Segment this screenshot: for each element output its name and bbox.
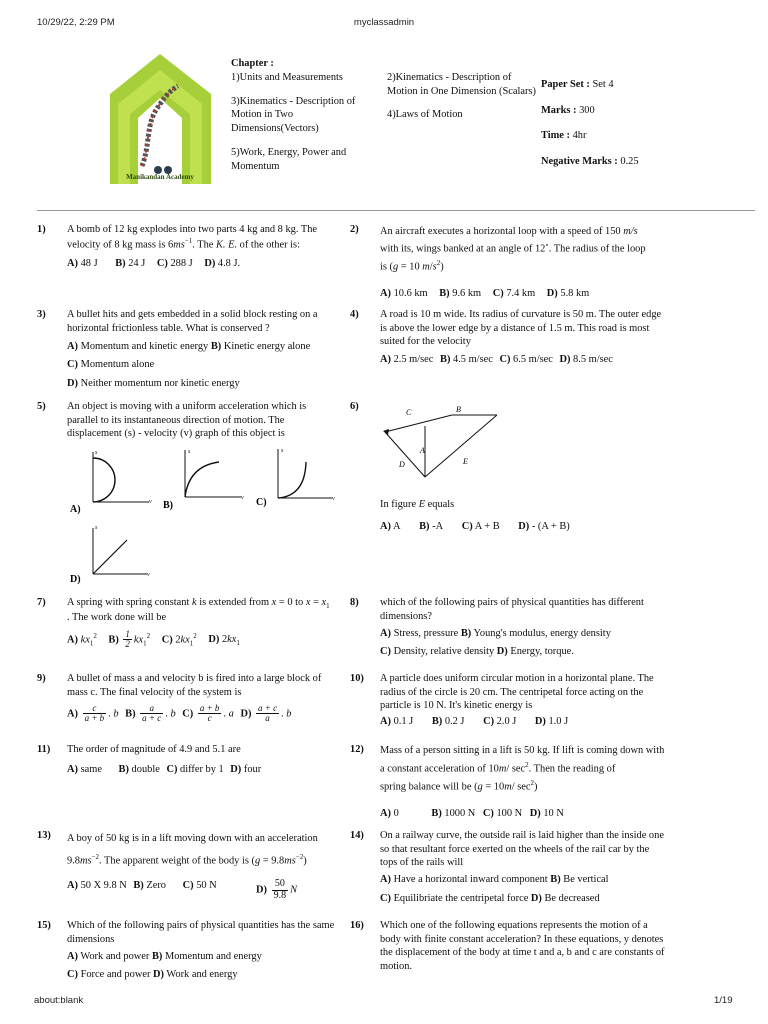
question-13 [37, 829, 339, 911]
question-number: 6) [350, 401, 359, 412]
question-text: In figure E equals [380, 499, 455, 510]
option-c[interactable]: C) 50 N [182, 880, 217, 891]
option-c[interactable]: C) $2kx_1^2$ [161, 631, 197, 648]
question-number: 2) [350, 224, 359, 235]
options-row-2 [67, 968, 238, 982]
svg-text:v: v [149, 499, 152, 505]
print-header [0, 17, 768, 31]
options [380, 807, 573, 821]
chapter-item: 5)Work, Energy, Power and Momentum [231, 146, 347, 172]
question-number: 10) [350, 673, 364, 684]
svg-text:D: D [399, 460, 405, 469]
option-a[interactable]: A) 48 J [67, 258, 98, 269]
marks-value: 300 [579, 104, 595, 116]
options [67, 879, 226, 893]
option-c[interactable]: C) Momentum alone [67, 359, 155, 370]
options [380, 287, 598, 301]
options-row-1 [380, 873, 609, 887]
page-number: 1/19 [714, 995, 733, 1006]
option-a[interactable]: A) Momentum and kinetic energy [67, 341, 209, 352]
option-a[interactable]: A) Work and power [67, 951, 150, 962]
question-10 [350, 672, 665, 734]
option-c[interactable]: C) $\frac{a + b}{c}$ . a [182, 703, 234, 724]
option-b[interactable]: B) Momentum and energy [152, 951, 262, 962]
question-text: A spring with spring constant k is extended from x = 0 to $x = x_1$ . The work done will be [67, 597, 330, 624]
option-c[interactable]: C) 7.4 km [492, 288, 536, 299]
svg-text:s: s [188, 449, 191, 455]
question-text: A bomb of 12 kg explodes into two parts 4 kg and 8 kg. The velocity of 8 kg mass is $6ms^{-1}$. The K. E. of the other is: [67, 224, 318, 251]
question-8 [350, 596, 665, 661]
option-b[interactable]: B) 9.6 km [439, 288, 482, 299]
svg-text:B: B [456, 405, 461, 414]
options-row-1 [67, 340, 310, 354]
option-c[interactable]: C) differ by 1 [166, 764, 224, 775]
option-b[interactable]: B) 1000 N [431, 808, 476, 819]
question-text: An aircraft executes a horizontal loop with a speed of 150 m/s with its, wings banked at an angle of 12∘. The radius of the loop is (g = 10 $m/s^2$) [380, 226, 646, 273]
question-text: which of the following pairs of physical quantities has different dimensions? [380, 597, 644, 622]
question-text: Which one of the following equations represents the motion of a body with finite constant acceleration? In these equations, y denotes the displacement of the body at time t and a, b and c are constants of motion. [380, 920, 665, 973]
chapter-item: 3)Kinematics - Description of Motion in Two Dimensions(Vectors) [231, 95, 356, 135]
options-row-1 [67, 950, 262, 964]
option-c[interactable]: C) 100 N [482, 808, 523, 819]
time-value: 4hr [572, 130, 587, 142]
option-d[interactable]: D) Neither momentum nor kinetic energy [67, 378, 240, 389]
svg-text:v: v [332, 496, 335, 502]
option-c[interactable]: C) A + B [461, 521, 500, 532]
option-d[interactable]: D) $\frac{a + c}{a}$ . b [240, 703, 292, 724]
option-b[interactable]: B) Be vertical [550, 874, 609, 885]
option-b[interactable]: B) double [118, 764, 160, 775]
question-number: 4) [350, 309, 359, 320]
option-b[interactable]: B) -A [419, 521, 444, 532]
option-a[interactable]: A) 0 [380, 808, 399, 819]
question-3 [37, 308, 339, 393]
header-divider [37, 210, 755, 211]
option-a[interactable]: A) 10.6 km [380, 288, 428, 299]
negative-marks-label: Negative Marks : [541, 156, 618, 168]
chapter-list [231, 57, 536, 172]
paper-set-value: Set 4 [592, 79, 614, 90]
graph-b[interactable] [163, 449, 244, 511]
svg-text:E: E [463, 457, 468, 466]
option-a[interactable]: A) 50 X 9.8 N [67, 880, 127, 891]
question-1 [37, 223, 339, 278]
question-text: A bullet hits and gets embedded in a solid block resting on a horizontal frictionless table. What is conserved ? [67, 309, 318, 334]
print-datetime: 10/29/22, 2:29 PM [37, 17, 115, 28]
svg-text:A): A) [70, 504, 81, 515]
option-d[interactable]: D) 10 N [529, 808, 564, 819]
question-number: 1) [37, 224, 46, 235]
question-16 [350, 919, 665, 979]
option-d[interactable]: D) 1.0 J [534, 716, 569, 727]
question-number: 8) [350, 597, 359, 608]
option-c[interactable]: C) 2.0 J [483, 716, 517, 727]
option-a[interactable]: A) Stress, pressure [380, 628, 459, 639]
question-number: 3) [37, 309, 46, 320]
question-5 [37, 400, 339, 585]
question-text: On a railway curve, the outside rail is laid higher than the inside one so that resultant force exerted on the wheels of the rail car by the tops of the rails will [380, 830, 664, 869]
question-number: 14) [350, 830, 364, 841]
option-b[interactable]: B) 24 J [115, 258, 146, 269]
chapter-item: 4)Laws of Motion [387, 109, 463, 121]
question-text: Which of the following pairs of physical quantities has the same dimensions [67, 920, 335, 945]
option-b[interactable]: B) $\frac{1}{2}$ $kx_1^2$ [108, 629, 151, 650]
options [380, 715, 577, 729]
question-text: A bullet of mass a and velocity b is fired into a large block of mass c. The final velocity of the system is [67, 673, 322, 698]
options [380, 353, 622, 367]
option-a[interactable]: A) 2.5 m/sec [380, 354, 434, 365]
option-d[interactable]: D) 5.8 km [546, 288, 590, 299]
option-a[interactable]: A) A [380, 521, 401, 532]
option-c[interactable]: C) 288 J [156, 258, 193, 269]
option-d[interactable]: D) Energy, torque. [496, 646, 574, 657]
question-number: 7) [37, 597, 46, 608]
marks-label: Marks : [541, 104, 577, 116]
question-14 [350, 829, 665, 911]
svg-text:v: v [241, 495, 244, 501]
options [67, 630, 249, 650]
option-b[interactable]: B) Kinetic energy alone [210, 341, 311, 352]
options-row-1 [380, 627, 611, 641]
question-7 [37, 596, 339, 661]
graph-c[interactable] [256, 448, 335, 508]
graph-d[interactable] [70, 525, 150, 584]
option-d[interactable]: D) Work and energy [153, 969, 238, 980]
svg-text:C: C [406, 408, 412, 417]
question-15 [37, 919, 339, 983]
options-row-2 [380, 892, 600, 906]
svg-text:s: s [281, 448, 284, 454]
option-c[interactable]: C) Density, relative density [380, 646, 495, 657]
paper-meta [541, 78, 741, 181]
option-d[interactable]: D) $2kx_1$ [208, 634, 240, 648]
chapter-item: 1)Units and Measurements [231, 72, 343, 83]
svg-text:B): B) [163, 500, 173, 511]
option-c[interactable]: C) 6.5 m/sec [499, 354, 553, 365]
options [67, 763, 270, 777]
option-b[interactable]: B) $\frac{a}{a + c}$ . b [125, 703, 176, 724]
option-b[interactable]: B) Young's modulus, energy density [460, 628, 611, 639]
option-a[interactable]: A) $\frac{c}{a + b}$ . b [67, 703, 119, 724]
academy-logo [98, 46, 223, 186]
svg-text:C): C) [256, 497, 267, 508]
question-4 [350, 308, 665, 368]
question-text: The order of magnitude of 4.9 and 5.1 are [67, 744, 241, 755]
sv-graph-options [37, 444, 347, 584]
options [67, 257, 249, 271]
question-2 [350, 223, 665, 301]
question-number: 12) [350, 744, 364, 755]
question-number: 9) [37, 673, 46, 684]
chapter-label: Chapter : [231, 58, 274, 69]
svg-text:A: A [420, 446, 425, 455]
question-text: A particle does uniform circular motion in a horizontal plane. The radius of the circle is 20 cm. The centripetal force acting on the particle is 10 N. It's kinetic energy is [380, 673, 654, 712]
question-text: A road is 10 m wide. Its radius of curvature is 50 m. The outer edge is above the lower edge by a distance of 1.5 m. This road is most suited for the velocity [380, 309, 662, 348]
option-a[interactable]: A) same [67, 764, 102, 775]
option-d[interactable]: D) - (A + B) [518, 521, 570, 532]
option-b[interactable]: B) 0.2 J [431, 716, 465, 727]
time-label: Time : [541, 130, 570, 142]
logo-text: Manikandan Academy [126, 173, 194, 181]
option-d[interactable]: D) 8.5 m/sec [559, 354, 613, 365]
question-number: 15) [37, 920, 51, 931]
question-number: 16) [350, 920, 364, 931]
option-c[interactable]: C) Force and power [67, 969, 151, 980]
graph-a[interactable] [70, 450, 152, 515]
print-url: about:blank [34, 995, 84, 1006]
question-text: A boy of 50 kg is in a lift moving down with an acceleration $9.8ms^{-2}$. The apparent weight of the body is $(g = 9.8ms^{-2})$ [67, 833, 318, 867]
option-b[interactable]: B) 4.5 m/sec [440, 354, 493, 365]
options-row-2 [380, 645, 574, 659]
options [380, 520, 579, 534]
question-12 [350, 743, 665, 823]
options [67, 704, 301, 724]
question-number: 5) [37, 401, 46, 412]
option-a[interactable]: A) $kx_1^2$ [67, 631, 97, 648]
chapter-item: 2)Kinematics - Description of Motion in One Dimension (Scalars) [387, 72, 536, 97]
question-text: Mass of a person sitting in a lift is 50 kg. If lift is coming down with a constant acceleration of 10m/ $\sec^2$. Then the reading of spring balance will be (g = 10m/ $\sec^2$) [380, 745, 665, 793]
option-c[interactable]: C) Equilibriate the centripetal force [380, 893, 529, 904]
vector-triangle-figure [380, 400, 510, 480]
svg-text:s: s [95, 450, 98, 456]
print-site-title: myclassadmin [353, 17, 415, 28]
question-number: 11) [37, 744, 51, 755]
option-d[interactable]: D) 4.8 J. [204, 258, 241, 269]
question-9 [37, 672, 339, 734]
paper-set-label: Paper Set : [541, 79, 590, 90]
option-d[interactable]: D) four [230, 764, 262, 775]
svg-text:s: s [95, 525, 98, 531]
question-6 [350, 400, 665, 550]
negative-marks-value: 0.25 [620, 156, 639, 168]
option-a[interactable]: A) 0.1 J [380, 716, 414, 727]
option-b[interactable]: B) Zero [133, 880, 166, 891]
question-text: An object is moving with a uniform acceleration which is parallel to its instantaneous direction of motion. The displacement (s) - velocity (v) graph of this object is [67, 401, 307, 440]
svg-text:D): D) [70, 574, 81, 584]
option-d[interactable]: D) Be decreased [530, 893, 600, 904]
svg-text:v: v [147, 572, 150, 578]
option-d[interactable]: D) $\frac{50}{9.8}$ N [256, 878, 298, 901]
question-number: 13) [37, 830, 51, 841]
option-a[interactable]: A) Have a horizontal inward component [380, 874, 548, 885]
question-11 [37, 743, 339, 783]
